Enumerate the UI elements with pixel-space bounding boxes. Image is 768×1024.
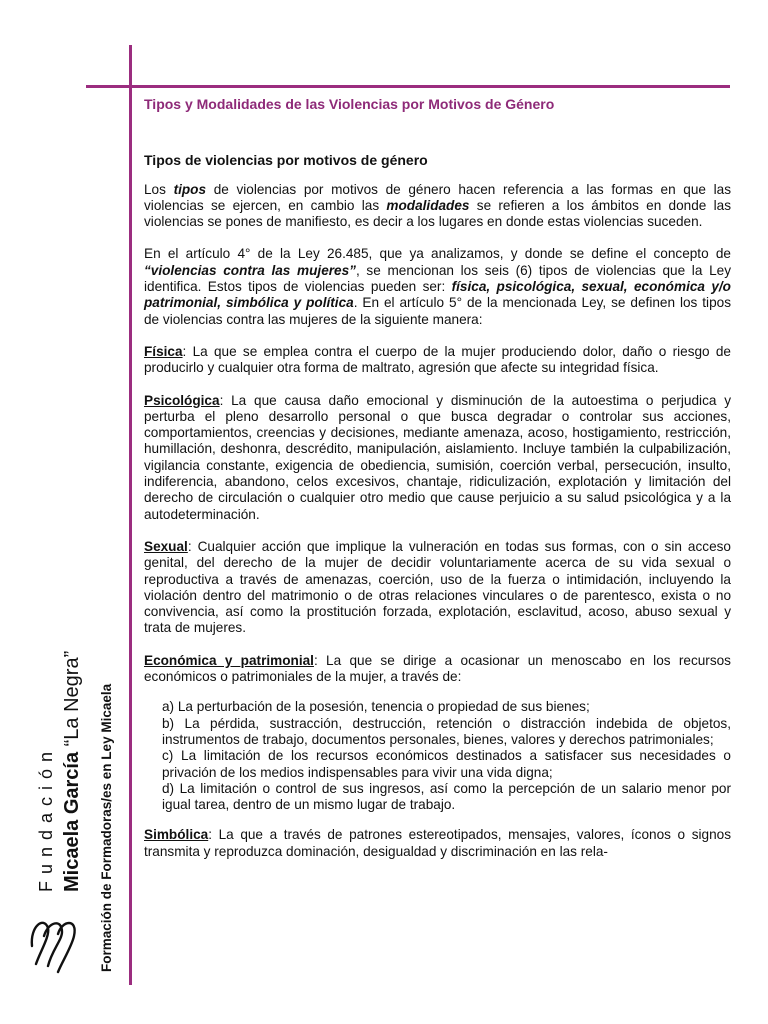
intro-paragraph-2: En el artículo 4° de la Ley 26.485, que ya analizamos, y donde se define el concepto de “violencias contra las mujeres”, se mencionan los seis (6) tipos de violencias que la Ley identifica. Estos tipos de violencias pueden ser: física, psicológica, sexual, económica y/o patrimonial, simbólica y política. En el artículo 5° de la mencionada Ley, se definen los tipos de violencias contra las mujeres de la siguiente manera: (144, 246, 731, 327)
foundation-logo-icon (22, 906, 82, 976)
definition-economica: Económica y patrimonial: La que se dirige a ocasionar un menoscabo en los recursos económicos o patrimoniales de la mujer, a través de: (144, 652, 731, 685)
definition-psicologica: Psicológica: La que causa daño emocional y disminución de la autoestima o perjudica y perturba el pleno desarrollo personal o que busca degradar o controlar sus acciones, comportamientos, creencias y decisiones, mediante amenaza, acoso, hostigamiento, restricción, humillación, deshonra, descrédito, manipulación, aislamiento. Incluye también la culpabilización, vigilancia constante, exigencia de obediencia, sumisión, coerción verbal, persecución, insulto, indiferencia, abandono, celos excesivos, chantaje, ridiculización, explotación y limitación del derecho de circulación o cualquier otro medio que cause perjuicio a su salud psicológica y a la autodeterminación. (144, 392, 731, 522)
document-title: Tipos y Modalidades de las Violencias por Motivos de Género (144, 96, 555, 112)
economic-violence-list (144, 699, 731, 813)
term-simbolica: Simbólica (144, 827, 209, 843)
term-economica: Económica y patrimonial (144, 652, 314, 668)
section-title: Tipos de violencias por motivos de género (144, 152, 428, 169)
list-item: d) La limitación o control de sus ingresos, así como la percepción de un salario menor por igual tarea, dentro de un mismo lugar de trabajo. (162, 780, 731, 813)
definition-fisica: Física: La que se emplea contra el cuerpo de la mujer produciendo dolor, daño o riesgo de producirlo y cualquier otra forma de maltrato, agresión que afecte su integridad física. (144, 343, 731, 376)
course-label: Formación de Formadoras/es en Ley Micaela (99, 683, 114, 972)
brand-name (61, 651, 84, 892)
brand-name-quote: “La Negra” (61, 650, 83, 752)
term-fisica: Física (144, 343, 183, 359)
intro-paragraph-1: Los tipos de violencias por motivos de género hacen referencia a las formas en que las violencias se ejercen, en cambio las modalidades se refieren a los ámbitos en donde las violencias se pones de manifiesto, es decir a los lugares en donde estas violencias suceden. (144, 181, 732, 230)
term-sexual: Sexual (144, 538, 188, 554)
list-item: c) La limitación de los recursos económicos destinados a satisfacer sus necesidades o privación de los medios indispensables para vivir una vida digna; (162, 748, 731, 780)
brand-name-bold: Micaela García (61, 751, 83, 892)
list-item: a) La perturbación de la posesión, tenencia o propiedad de sus bienes; (162, 699, 590, 715)
term-psicologica: Psicológica (144, 392, 220, 408)
definition-simbolica: Simbólica: La que a través de patrones estereotipados, mensajes, valores, íconos o signos transmita y reproduzca dominación, desigualdad y discriminación en las rela- (144, 827, 731, 859)
brand-fundacion: Fundación (36, 744, 56, 892)
vertical-accent-line (129, 45, 132, 985)
definition-sexual: Sexual: Cualquier acción que implique la vulneración en todas sus formas, con o sin acceso genital, del derecho de la mujer de decidir voluntariamente acerca de su vida sexual o reproductiva a través de amenazas, coerción, uso de la fuerza o intimidación, incluyendo la violación dentro del matrimonio o de otras relaciones vinculares o de parentesco, exista o no convivencia, así como la prostitución forzada, explotación, esclavitud, acoso, abuso sexual y trata de mujeres. (144, 538, 731, 636)
horizontal-accent-line (86, 85, 730, 88)
list-item: b) La pérdida, sustracción, destrucción, retención o distracción indebida de objetos, instrumentos de trabajo, documentos personales, bienes, valores y derechos patrimoniales; (162, 715, 731, 747)
document-body (144, 96, 731, 876)
